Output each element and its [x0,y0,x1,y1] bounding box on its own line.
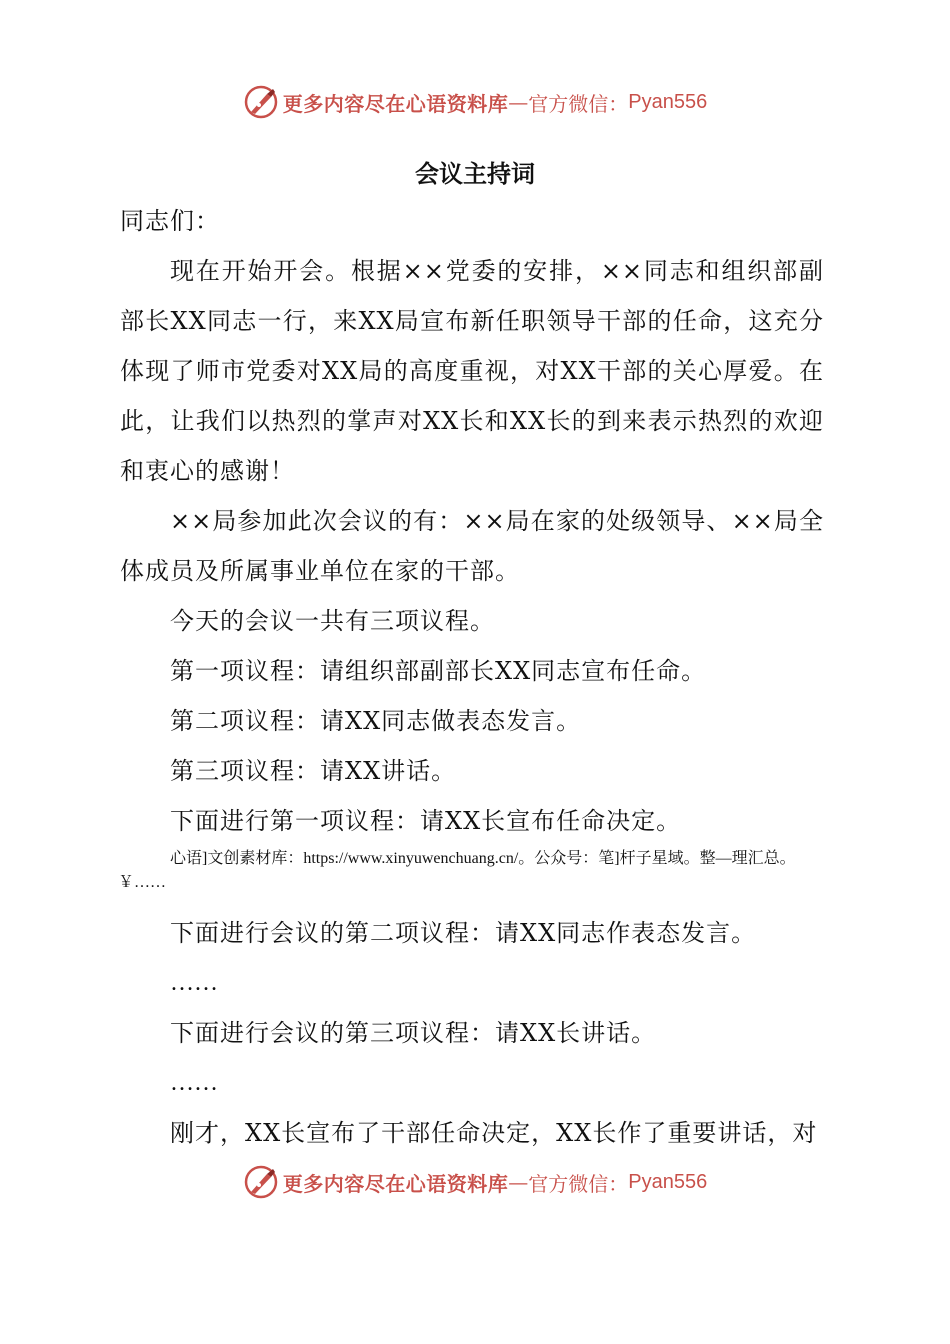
banner-wechat-id: Pyan556 [628,90,708,113]
pen-nib-logo-icon [243,84,279,120]
banner-wechat-label: 官方微信： [528,1171,629,1196]
watermark-note-mark: ￥…… [118,874,167,891]
document-title: 会议主持词 [415,160,535,188]
paragraph-attendees: ××局参加此次会议的有：××局在家的处级领导、××局全体成员及所属事业单位在家的干部。 [120,507,824,585]
header-banner [0,82,950,122]
paragraph-agenda-1: 第一项议程：请组织部副部长XX同志宣布任命。 [170,657,707,685]
paragraph-agenda-2: 第二项议程：请XX同志做表态发言。 [170,707,582,735]
banner-dash: — [508,1170,529,1194]
banner-wechat-label: 官方微信： [528,91,629,116]
paragraph-opening: 现在开始开会。根据××党委的安排，××同志和组织部副部长XX同志一行，来XX局宣布新任职领导干部的任命，这充分体现了师市党委对XX局的高度重视，对XX干部的关心厚爱。在此，让我们以热烈的掌声对XX长和XX长的到来表示热烈的欢迎和衷心的感谢！ [120,257,824,485]
paragraph-step-3: 下面进行会议的第三项议程：请XX长讲话。 [170,1019,657,1047]
greeting: 同志们： [120,207,220,235]
paragraph-agenda-3: 第三项议程：请XX讲话。 [170,757,457,785]
banner-wechat-id: Pyan556 [628,1170,708,1193]
pen-nib-logo-icon [243,1164,279,1200]
paragraph-step-1: 下面进行第一项议程：请XX长宣布任命决定。 [170,807,682,835]
paragraph-agenda-intro: 今天的会议一共有三项议程。 [170,607,495,635]
watermark-note: 心语]文创素材库：https://www.xinyuwenchuang.cn/。公众号：笔]杆子星域。整—理汇总。 [170,850,796,867]
paragraph-step-2: 下面进行会议的第二项议程：请XX同志作表态发言。 [170,919,757,947]
ellipsis-2: …… [170,1070,218,1096]
footer-banner [0,1162,950,1202]
paragraph-closing: 刚才，XX长宣布了干部任命决定，XX长作了重要讲话，对 [170,1119,818,1147]
banner-text: 更多内容尽在心语资料库 [282,1171,509,1196]
document-body [120,196,824,1158]
banner-dash: — [508,90,529,114]
banner-text: 更多内容尽在心语资料库 [282,91,509,116]
ellipsis-1: …… [170,970,218,996]
